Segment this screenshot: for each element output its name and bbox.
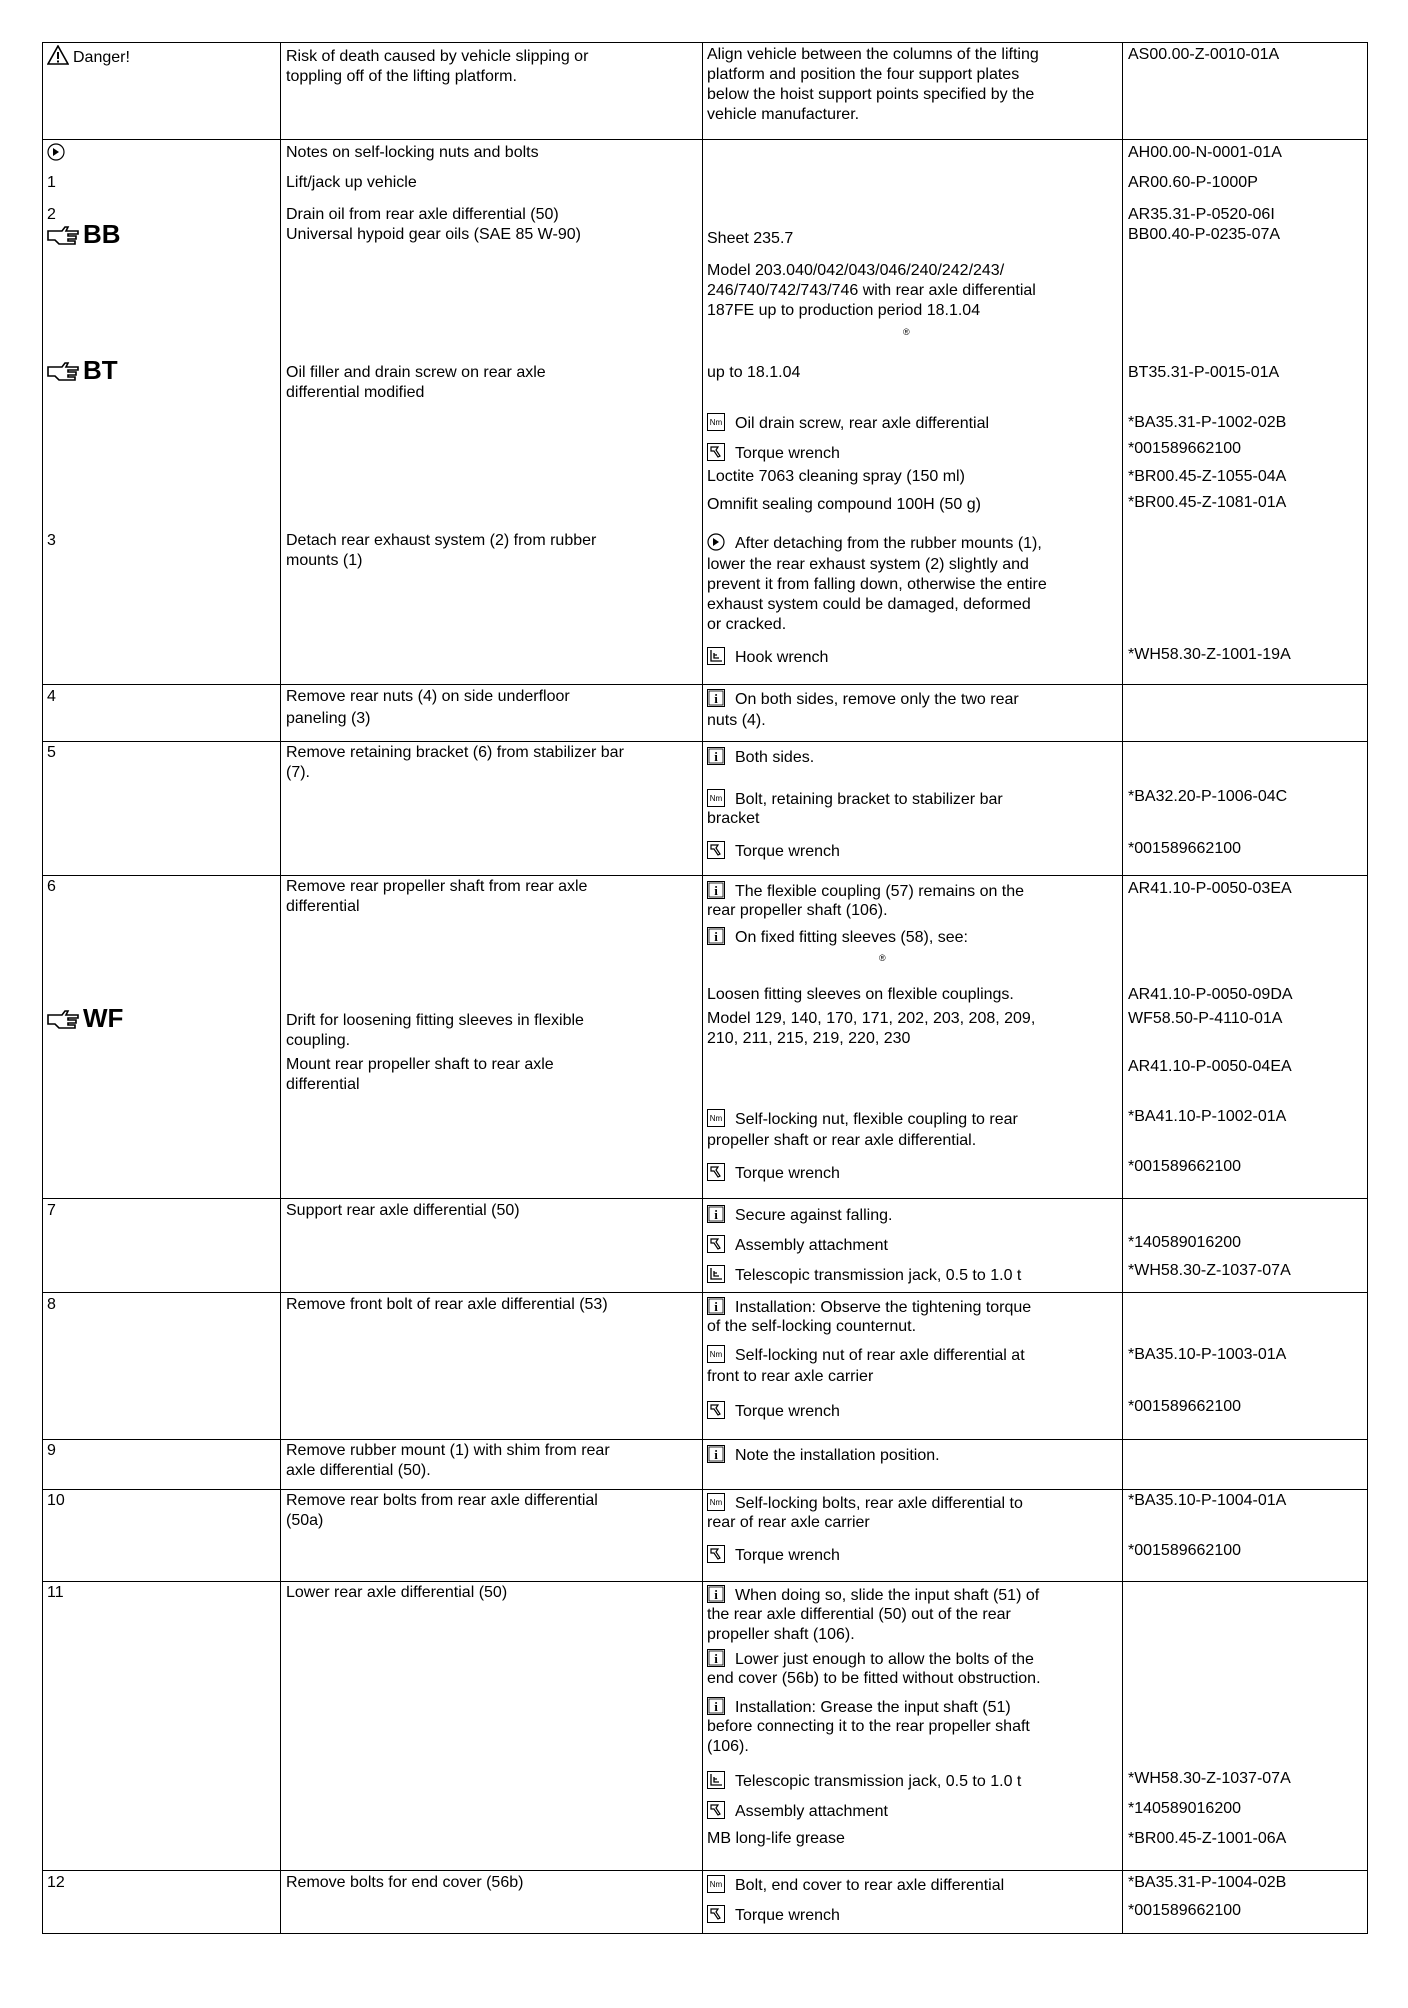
step8-note-1-text: Installation: Observe the tightening torque bbox=[735, 1299, 1032, 1316]
warning-icon bbox=[47, 45, 69, 65]
step12-num: 12 bbox=[47, 1874, 65, 1891]
step11-num: 11 bbox=[47, 1584, 64, 1601]
info-icon bbox=[707, 1697, 725, 1715]
wf-text-1: Drift for loosening fitting sleeves in flexible bbox=[286, 1012, 584, 1029]
bb-tag bbox=[47, 219, 121, 249]
step12-tool-ref: *001589662100 bbox=[1128, 1902, 1242, 1919]
step7-item-assembly-ref: *140589016200 bbox=[1128, 1234, 1242, 1251]
torque-value-icon bbox=[707, 1493, 725, 1511]
bt-ref: BT35.31-P-0015-01A bbox=[1128, 364, 1280, 381]
step6-note1-1-text: The flexible coupling (57) remains on the bbox=[735, 883, 1025, 900]
danger-label bbox=[47, 45, 130, 68]
pointing-hand-icon bbox=[47, 361, 81, 383]
wf-text-2: coupling. bbox=[286, 1032, 351, 1049]
bb-tag-text: BB bbox=[83, 219, 121, 249]
step5-bolt-ref: *BA32.20-P-1006-04C bbox=[1128, 788, 1288, 805]
step5-bolt-1 bbox=[707, 789, 1003, 810]
row-divider bbox=[43, 1581, 1367, 1582]
step6-nut-1 bbox=[707, 1109, 1018, 1130]
row-divider bbox=[43, 139, 1367, 140]
step2-item-nm-text: Oil drain screw, rear axle differential bbox=[735, 415, 990, 432]
step9-text-2: axle differential (50). bbox=[286, 1462, 431, 1479]
step3-tool-text: Hook wrench bbox=[735, 649, 829, 666]
hint-icon bbox=[47, 143, 65, 161]
step3-note-1 bbox=[707, 533, 1042, 554]
step8-note-2: of the self-locking counternut. bbox=[707, 1318, 917, 1335]
torque-wrench-icon bbox=[707, 443, 725, 461]
procedure-table bbox=[42, 42, 1368, 1934]
step12-bolt bbox=[707, 1875, 1004, 1896]
torque-wrench-icon bbox=[707, 841, 725, 859]
special-tool-icon bbox=[707, 1235, 725, 1253]
danger-text: Danger! bbox=[73, 49, 130, 66]
step7-num: 7 bbox=[47, 1202, 56, 1219]
step4-note-2: nuts (4). bbox=[707, 712, 766, 729]
step2-item-tool bbox=[707, 443, 840, 464]
torque-value-icon bbox=[707, 413, 725, 431]
info-icon bbox=[707, 1297, 725, 1315]
hook-wrench-icon bbox=[707, 647, 725, 665]
step8-nut-1-text: Self-locking nut of rear axle differential at bbox=[735, 1347, 1025, 1364]
info-icon bbox=[707, 927, 725, 945]
step2-model-2: 246/740/742/743/746 with rear axle differential bbox=[707, 282, 1036, 299]
step9-text-1: Remove rubber mount (1) with shim from rear bbox=[286, 1442, 610, 1459]
step5-tool-text: Torque wrench bbox=[735, 843, 840, 860]
step4-note-1 bbox=[707, 689, 1019, 710]
step11-note1-1 bbox=[707, 1585, 1039, 1606]
hint-icon bbox=[707, 533, 725, 551]
step6-text-1: Remove rear propeller shaft from rear axle bbox=[286, 878, 588, 895]
bt-tag-text: BT bbox=[83, 355, 118, 385]
torque-value-icon bbox=[707, 1345, 725, 1363]
step7-item-assembly-text: Assembly attachment bbox=[735, 1237, 888, 1254]
danger-action-2: platform and position the four support plates bbox=[707, 66, 1020, 83]
step11-item-assembly bbox=[707, 1801, 888, 1822]
danger-ref: AS00.00-Z-0010-01A bbox=[1128, 46, 1280, 63]
step11-item-jack bbox=[707, 1771, 1021, 1792]
link-mark[interactable]: ® bbox=[903, 327, 910, 337]
info-icon bbox=[707, 1445, 725, 1463]
step3-note-1-text: After detaching from the rubber mounts (1), bbox=[735, 535, 1042, 552]
step4-text-2: paneling (3) bbox=[286, 710, 371, 727]
step12-bolt-text: Bolt, end cover to rear axle differential bbox=[735, 1877, 1005, 1894]
step10-bolt-1 bbox=[707, 1493, 1023, 1514]
step6-note2 bbox=[707, 927, 968, 948]
bt-text-2: differential modified bbox=[286, 384, 425, 401]
transmission-jack-icon bbox=[707, 1771, 725, 1789]
step5-bolt-2: bracket bbox=[707, 810, 760, 827]
step8-nut-1 bbox=[707, 1345, 1025, 1366]
step11-item-grease: MB long-life grease bbox=[707, 1830, 845, 1847]
torque-value-icon bbox=[707, 1875, 725, 1893]
row-divider bbox=[43, 875, 1367, 876]
step11-note3-3: (106). bbox=[707, 1738, 749, 1755]
step3-tool bbox=[707, 647, 828, 668]
step1-ref: AR00.60-P-1000P bbox=[1128, 174, 1258, 191]
step6-note2-text: On fixed fitting sleeves (58), see: bbox=[735, 929, 968, 946]
danger-action-3: below the hoist support points specified by the bbox=[707, 86, 1035, 103]
step10-text-2: (50a) bbox=[286, 1512, 324, 1529]
step11-note3-1-text: Installation: Grease the input shaft (51) bbox=[735, 1699, 1011, 1716]
step2-ref: AR35.31-P-0520-06I bbox=[1128, 206, 1275, 223]
bb-text: Universal hypoid gear oils (SAE 85 W-90) bbox=[286, 226, 581, 243]
step6-loosen: Loosen fitting sleeves on flexible couplings. bbox=[707, 986, 1014, 1003]
step6-note1-2: rear propeller shaft (106). bbox=[707, 902, 888, 919]
info-icon bbox=[707, 747, 725, 765]
step11-text: Lower rear axle differential (50) bbox=[286, 1584, 508, 1601]
step4-note-1-text: On both sides, remove only the two rear bbox=[735, 691, 1019, 708]
step5-num: 5 bbox=[47, 744, 56, 761]
step8-tool bbox=[707, 1401, 840, 1422]
step2-model-1: Model 203.040/042/043/046/240/242/243/ bbox=[707, 262, 1005, 279]
step12-bolt-ref: *BA35.31-P-1004-02B bbox=[1128, 1874, 1287, 1891]
step8-text: Remove front bolt of rear axle differential (53) bbox=[286, 1296, 608, 1313]
row-divider bbox=[43, 1489, 1367, 1490]
step6-nut-2: propeller shaft or rear axle differential. bbox=[707, 1132, 977, 1149]
bt-period: up to 18.1.04 bbox=[707, 364, 801, 381]
step6-tool-ref: *001589662100 bbox=[1128, 1158, 1242, 1175]
torque-wrench-icon bbox=[707, 1163, 725, 1181]
step10-tool-ref: *001589662100 bbox=[1128, 1542, 1242, 1559]
row-divider bbox=[43, 1439, 1367, 1440]
pointing-hand-icon bbox=[47, 1009, 81, 1031]
column-divider bbox=[702, 43, 703, 1933]
step10-bolt-ref: *BA35.10-P-1004-01A bbox=[1128, 1492, 1287, 1509]
column-divider bbox=[1122, 43, 1123, 1933]
step11-item-jack-ref: *WH58.30-Z-1037-07A bbox=[1128, 1770, 1291, 1787]
row-divider bbox=[43, 1198, 1367, 1199]
step12-tool bbox=[707, 1905, 840, 1926]
row-divider bbox=[43, 1292, 1367, 1293]
step4-text-1: Remove rear nuts (4) on side underfloor bbox=[286, 688, 570, 705]
step6-note1-1 bbox=[707, 881, 1024, 902]
step1-text: Lift/jack up vehicle bbox=[286, 174, 417, 191]
pointing-hand-icon bbox=[47, 225, 81, 247]
step7-item-jack-ref: *WH58.30-Z-1037-07A bbox=[1128, 1262, 1291, 1279]
torque-value-icon bbox=[707, 1109, 725, 1127]
step11-note2-1 bbox=[707, 1649, 1034, 1670]
danger-action-4: vehicle manufacturer. bbox=[707, 106, 860, 123]
row-divider bbox=[43, 684, 1367, 685]
step4-num: 4 bbox=[47, 688, 56, 705]
step11-note2-2: end cover (56b) to be fitted without obstruction. bbox=[707, 1670, 1041, 1687]
step8-nut-2: front to rear axle carrier bbox=[707, 1368, 874, 1385]
wf-model-1: Model 129, 140, 170, 171, 202, 203, 208, 209, bbox=[707, 1010, 1036, 1027]
step11-note3-2: before connecting it to the rear propeller shaft bbox=[707, 1718, 1030, 1735]
step6-mount-ref: AR41.10-P-0050-04EA bbox=[1128, 1058, 1292, 1075]
step10-num: 10 bbox=[47, 1492, 65, 1509]
danger-risk-1: Risk of death caused by vehicle slipping or bbox=[286, 48, 589, 65]
danger-action-1: Align vehicle between the columns of the lifting bbox=[707, 46, 1039, 63]
step3-num: 3 bbox=[47, 532, 56, 549]
step5-text-2: (7). bbox=[286, 764, 310, 781]
step11-item-grease-ref: *BR00.45-Z-1001-06A bbox=[1128, 1830, 1287, 1847]
step2-text: Drain oil from rear axle differential (50) bbox=[286, 206, 559, 223]
info-icon bbox=[707, 1585, 725, 1603]
info-icon bbox=[707, 881, 725, 899]
bt-tag bbox=[47, 355, 118, 385]
torque-value-icon bbox=[707, 789, 725, 807]
info-icon bbox=[707, 1205, 725, 1223]
step11-note1-3: propeller shaft (106). bbox=[707, 1626, 855, 1643]
step2-item-nm-ref: *BA35.31-P-1002-02B bbox=[1128, 414, 1287, 431]
step11-note1-1-text: When doing so, slide the input shaft (51) of bbox=[735, 1587, 1040, 1604]
step6-nut-ref: *BA41.10-P-1002-01A bbox=[1128, 1108, 1287, 1125]
step6-num: 6 bbox=[47, 878, 56, 895]
step2-item-tool-text: Torque wrench bbox=[735, 445, 840, 462]
step12-text: Remove bolts for end cover (56b) bbox=[286, 1874, 524, 1891]
special-tool-icon bbox=[707, 1801, 725, 1819]
step6-tool-text: Torque wrench bbox=[735, 1165, 840, 1182]
step8-tool-ref: *001589662100 bbox=[1128, 1398, 1242, 1415]
step2-item-tool-ref: *001589662100 bbox=[1128, 440, 1242, 457]
step11-note3-1 bbox=[707, 1697, 1011, 1718]
step5-note bbox=[707, 747, 814, 768]
step6-nut-1-text: Self-locking nut, flexible coupling to rear bbox=[735, 1111, 1018, 1128]
step2-item-omnifit: Omnifit sealing compound 100H (50 g) bbox=[707, 496, 981, 513]
step10-text-1: Remove rear bolts from rear axle differential bbox=[286, 1492, 598, 1509]
info-icon bbox=[707, 689, 725, 707]
step5-bolt-1-text: Bolt, retaining bracket to stabilizer bar bbox=[735, 791, 1003, 808]
step6-loosen-ref: AR41.10-P-0050-09DA bbox=[1128, 986, 1293, 1003]
step5-note-text: Both sides. bbox=[735, 749, 815, 766]
step11-item-assembly-text: Assembly attachment bbox=[735, 1803, 888, 1820]
step11-item-assembly-ref: *140589016200 bbox=[1128, 1800, 1242, 1817]
step7-item-jack-text: Telescopic transmission jack, 0.5 to 1.0 t bbox=[735, 1267, 1022, 1284]
step2-item-omnifit-ref: *BR00.45-Z-1081-01A bbox=[1128, 494, 1287, 511]
wf-tag bbox=[47, 1003, 123, 1033]
step2-num: 2 bbox=[47, 206, 56, 223]
step5-text-1: Remove retaining bracket (6) from stabilizer bar bbox=[286, 744, 624, 761]
step2-item-nm bbox=[707, 413, 989, 434]
danger-risk-2: toppling off of the lifting platform. bbox=[286, 68, 517, 85]
step6-text-2: differential bbox=[286, 898, 360, 915]
step11-note1-2: the rear axle differential (50) out of the rear bbox=[707, 1606, 1011, 1623]
torque-wrench-icon bbox=[707, 1545, 725, 1563]
step6-mount-1: Mount rear propeller shaft to rear axle bbox=[286, 1056, 554, 1073]
notes-icon-cell bbox=[47, 143, 65, 167]
step10-bolt-1-text: Self-locking bolts, rear axle differential to bbox=[735, 1495, 1023, 1512]
step5-tool bbox=[707, 841, 840, 862]
step11-note2-1-text: Lower just enough to allow the bolts of the bbox=[735, 1651, 1034, 1668]
step7-item-jack bbox=[707, 1265, 1021, 1286]
step6-tool bbox=[707, 1163, 840, 1184]
step1-num: 1 bbox=[47, 174, 56, 191]
transmission-jack-icon bbox=[707, 1265, 725, 1283]
wf-model-2: 210, 211, 215, 219, 220, 230 bbox=[707, 1030, 911, 1047]
step3-tool-ref: *WH58.30-Z-1001-19A bbox=[1128, 646, 1291, 663]
step6-ref: AR41.10-P-0050-03EA bbox=[1128, 880, 1292, 897]
bt-text-1: Oil filler and drain screw on rear axle bbox=[286, 364, 546, 381]
row-divider bbox=[43, 1870, 1367, 1871]
step5-tool-ref: *001589662100 bbox=[1128, 840, 1242, 857]
step9-note-text: Note the installation position. bbox=[735, 1447, 940, 1464]
step2-item-loctite-ref: *BR00.45-Z-1055-04A bbox=[1128, 468, 1287, 485]
torque-wrench-icon bbox=[707, 1401, 725, 1419]
step7-note bbox=[707, 1205, 892, 1226]
step3-note-3: prevent it from falling down, otherwise the entire bbox=[707, 576, 1047, 593]
step2-model-3: 187FE up to production period 18.1.04 bbox=[707, 302, 981, 319]
wf-ref: WF58.50-P-4110-01A bbox=[1128, 1010, 1283, 1027]
notes-ref: AH00.00-N-0001-01A bbox=[1128, 144, 1282, 161]
bb-sheet: Sheet 235.7 bbox=[707, 230, 794, 247]
link-mark[interactable]: ® bbox=[879, 953, 886, 963]
step3-note-5: or cracked. bbox=[707, 616, 787, 633]
step8-num: 8 bbox=[47, 1296, 56, 1313]
step9-num: 9 bbox=[47, 1442, 56, 1459]
step9-note bbox=[707, 1445, 940, 1466]
column-divider bbox=[280, 43, 281, 1933]
step2-item-loctite: Loctite 7063 cleaning spray (150 ml) bbox=[707, 468, 965, 485]
step8-tool-text: Torque wrench bbox=[735, 1403, 840, 1420]
step10-tool bbox=[707, 1545, 840, 1566]
step3-note-2: lower the rear exhaust system (2) slightly and bbox=[707, 556, 1029, 573]
step3-text-2: mounts (1) bbox=[286, 552, 363, 569]
step6-mount-2: differential bbox=[286, 1076, 360, 1093]
info-icon bbox=[707, 1649, 725, 1667]
notes-text: Notes on self-locking nuts and bolts bbox=[286, 144, 539, 161]
row-divider bbox=[43, 741, 1367, 742]
step3-note-4: exhaust system could be damaged, deformed bbox=[707, 596, 1031, 613]
step7-item-assembly bbox=[707, 1235, 888, 1256]
bb-ref: BB00.40-P-0235-07A bbox=[1128, 226, 1281, 243]
step7-text: Support rear axle differential (50) bbox=[286, 1202, 520, 1219]
step12-tool-text: Torque wrench bbox=[735, 1907, 840, 1924]
step7-note-text: Secure against falling. bbox=[735, 1207, 893, 1224]
step8-note-1 bbox=[707, 1297, 1031, 1318]
step11-item-jack-text: Telescopic transmission jack, 0.5 to 1.0 t bbox=[735, 1773, 1022, 1790]
step8-nut-ref: *BA35.10-P-1003-01A bbox=[1128, 1346, 1287, 1363]
step10-tool-text: Torque wrench bbox=[735, 1547, 840, 1564]
step10-bolt-2: rear of rear axle carrier bbox=[707, 1514, 870, 1531]
step3-text-1: Detach rear exhaust system (2) from rubber bbox=[286, 532, 597, 549]
torque-wrench-icon bbox=[707, 1905, 725, 1923]
wf-tag-text: WF bbox=[83, 1003, 124, 1033]
